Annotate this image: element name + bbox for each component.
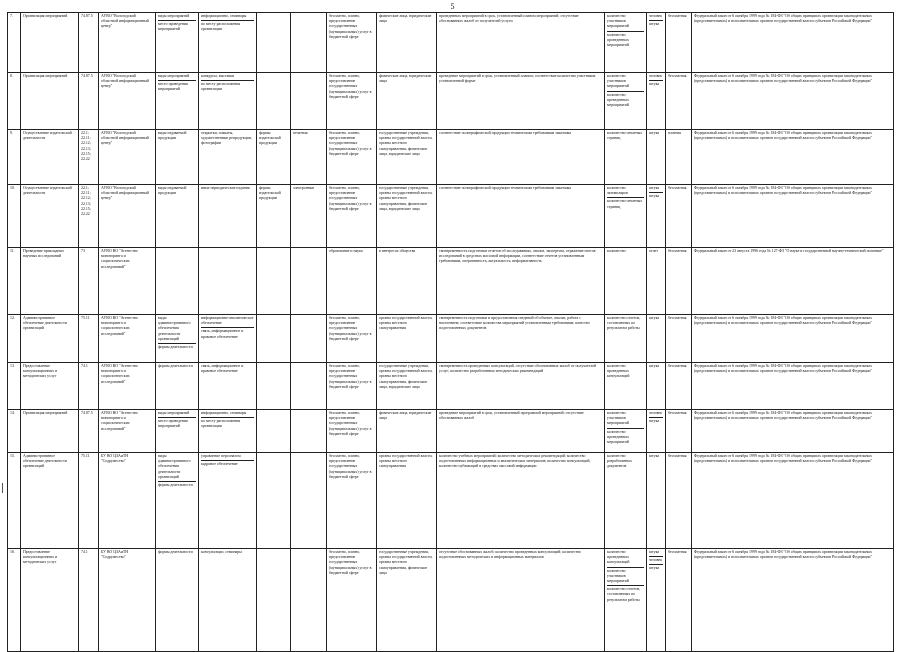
consumer-category-cell: физические лица, юридические лица: [377, 13, 437, 73]
legal-basis-cell: Федеральный закон от 6 октября 1999 года № 184-ФЗ "Об общих принципах организации законодательных (представительных) и исполнительных органов государственной власти субъектов Российской Федерации": [692, 315, 894, 363]
unit-cell-item: штука: [649, 364, 660, 368]
ways-cell: [199, 363, 257, 410]
volume-indicator-cell-item: количество проведенных мероприятий: [607, 92, 629, 108]
conditions-value-cell: [291, 248, 327, 315]
unit-cell: [647, 363, 666, 410]
volume-indicator-cell-item: количество: [607, 249, 626, 253]
ways-cell-item: консультации, семинары: [201, 550, 242, 554]
okved-code-cell: 74.87.5: [79, 73, 99, 130]
content-cell-item: формы деятельности: [158, 345, 193, 350]
ways-cell-item: информационно, семинары: [201, 411, 254, 418]
payment-cell: бесплатная: [666, 363, 692, 410]
content-cell-item: формы деятельности: [158, 550, 193, 554]
payment-cell: платная: [666, 130, 692, 185]
volume-indicator-cell-item: количество отчетов, составленных по результатам работы: [607, 587, 641, 602]
institution-cell: БУ ВО ЦЗАиТН "Содружество": [99, 453, 156, 549]
unit-cell-item: человек: [649, 411, 663, 418]
table-row: [8, 453, 894, 549]
volume-indicator-cell-item: количество участников мероприятий: [607, 569, 644, 587]
volume-indicator-cell-item: количество проведенных мероприятий: [607, 429, 629, 445]
volume-indicator-cell: [605, 410, 647, 453]
conditions-cell: формы издательской продукции: [257, 185, 291, 248]
ways-cell-item: [201, 249, 254, 250]
form-cell: бесплатно, платно, предоставление государственных (муниципальных) услуг в бюджетной сфере: [327, 453, 377, 549]
institution-cell: БУ ВО ЦЗАиТН "Содружество": [99, 549, 156, 652]
volume-indicator-cell-item: количество печатных страниц: [607, 131, 643, 141]
ways-cell-item: информационно-аналитическое обеспечение: [201, 316, 254, 328]
content-cell: [156, 73, 199, 130]
quality-indicators-cell: проведение мероприятий в срок, установленный планом; соответствие количества участников установленной форме: [437, 73, 605, 130]
ways-cell-item: по месту расположения организации: [201, 22, 241, 32]
conditions-value-cell: [291, 315, 327, 363]
row-number-cell: 7.: [8, 13, 21, 73]
service-register-table: [7, 12, 894, 652]
form-cell: бесплатно, платно, предоставление государственных (муниципальных) услуг в бюджетной сфере: [327, 185, 377, 248]
unit-cell-item: отчет: [649, 249, 658, 253]
consumer-category-cell: государственные учреждения, органы государственной власти, органы местного самоуправления, физические лица: [377, 549, 437, 652]
unit-cell-item: штука: [649, 454, 660, 458]
ways-cell-item: информационно, семинары: [201, 14, 254, 21]
content-cell-item: виды административного обеспечения деятельности организаций: [158, 316, 196, 344]
service-name-cell: Осуществление издательской деятельности: [21, 185, 79, 248]
volume-indicator-cell-item: количество участников мероприятий: [607, 411, 644, 429]
row-number-cell: 16.: [8, 549, 21, 652]
payment-cell: бесплатная: [666, 453, 692, 549]
content-cell: [156, 410, 199, 453]
institution-cell: АУВО ВО "Агентство мониторинга и социологических исследований": [99, 410, 156, 453]
content-cell-item: виды издаваемой продукции: [158, 186, 187, 196]
unit-cell: [647, 453, 666, 549]
institution-cell: АУВО "Вологодский областной информационный центр": [99, 185, 156, 248]
conditions-value-cell: [291, 549, 327, 652]
content-cell-item: формы деятельности: [158, 364, 193, 368]
ways-cell-item: по месту расположения организации: [201, 419, 241, 429]
ways-cell: [199, 453, 257, 549]
legal-basis-cell: Федеральный закон от 6 октября 1999 года № 184-ФЗ "Об общих принципах организации законодательных (представительных) и исполнительных органов государственной власти субъектов Российской Федерации": [692, 453, 894, 549]
consumer-category-cell: государственные учреждения, органы государственной власти, органы местного самоуправления, физические лица, юридические лица: [377, 185, 437, 248]
content-cell-item: формы деятельности: [158, 483, 193, 488]
ways-cell: [199, 410, 257, 453]
row-number-cell: 9.: [8, 130, 21, 185]
conditions-cell: [257, 363, 291, 410]
volume-indicator-cell-item: количество участников мероприятий: [607, 74, 644, 92]
form-cell: бесплатно, платно, предоставление государственных (муниципальных) услуг в бюджетной сфере: [327, 73, 377, 130]
content-cell-item: [158, 249, 196, 250]
row-number-cell: 14.: [8, 410, 21, 453]
okved-code-cell: 75.11: [79, 453, 99, 549]
unit-cell-item: человек: [649, 558, 663, 565]
ways-cell-item: кадровое обеспечение: [201, 462, 238, 467]
table-row: [8, 315, 894, 363]
ways-cell: [199, 549, 257, 652]
institution-cell: АУВО ВО "Агентство мониторинга и социологических исследований": [99, 315, 156, 363]
table-row: [8, 248, 894, 315]
volume-indicator-cell: [605, 315, 647, 363]
okved-code-cell: 22.1; 22.11; 22.12; 22.13; 22.15; 22.22: [79, 130, 99, 185]
ways-cell: [199, 315, 257, 363]
unit-cell: [647, 185, 666, 248]
content-cell-item: место проведения мероприятий: [158, 82, 188, 92]
form-cell: бесплатно, платно, предоставление государственных (муниципальных) услуг в бюджетной сфере: [327, 13, 377, 73]
consumer-category-cell: государственные учреждения, органы государственной власти, органы местного самоуправления, физические лица, юридические лица: [377, 363, 437, 410]
service-name-cell: Организация мероприятий: [21, 410, 79, 453]
service-name-cell: Проведение прикладных научных исследований: [21, 248, 79, 315]
unit-cell-item: штука: [649, 566, 660, 571]
conditions-value-cell: [291, 410, 327, 453]
institution-cell: АУВО ВО "Агентство мониторинга и социологических исследований": [99, 363, 156, 410]
row-number-cell: 10.: [8, 185, 21, 248]
volume-indicator-cell-item: количество проведенных мероприятий: [607, 32, 629, 48]
legal-basis-cell: Федеральный закон от 6 октября 1999 года № 184-ФЗ "Об общих принципах организации законодательных (представительных) и исполнительных органов государственной власти субъектов Российской Федерации": [692, 363, 894, 410]
quality-indicators-cell: проведение мероприятий в срок, установленный программой мероприятий; отсутствие обоснованных жалоб: [437, 410, 605, 453]
service-name-cell: Административное обеспечение деятельности организаций: [21, 453, 79, 549]
content-cell: [156, 130, 199, 185]
content-cell: [156, 453, 199, 549]
unit-cell-item: штука: [649, 316, 660, 320]
service-name-cell: Организация мероприятий: [21, 13, 79, 73]
unit-cell: [647, 248, 666, 315]
payment-cell: бесплатная: [666, 410, 692, 453]
unit-cell-item: человек: [649, 14, 663, 21]
content-cell: [156, 363, 199, 410]
binding-mark: [2, 483, 3, 493]
unit-cell-item: штука: [649, 82, 660, 87]
conditions-cell: формы издательской продукции: [257, 130, 291, 185]
row-number-cell: 11.: [8, 248, 21, 315]
content-cell-item: виды мероприятий: [158, 14, 196, 21]
conditions-cell: [257, 410, 291, 453]
legal-basis-cell: Федеральный закон от 6 октября 1999 года № 184-ФЗ "Об общих принципах организации законодательных (представительных) и исполнительных органов государственной власти субъектов Российской Федерации": [692, 130, 894, 185]
table-row: [8, 73, 894, 130]
content-cell-item: виды мероприятий: [158, 411, 196, 418]
row-number-cell: 13.: [8, 363, 21, 410]
ways-cell-item: открытки, плакаты, художественные репродукции, фотографии: [201, 131, 252, 146]
table-row: [8, 549, 894, 652]
institution-cell: АУВО "Вологодский областной информационный центр": [99, 13, 156, 73]
ways-cell: [199, 185, 257, 248]
legal-basis-cell: Федеральный закон от 6 октября 1999 года № 184-ФЗ "Об общих принципах организации законодательных (представительных) и исполнительных органов государственной власти субъектов Российской Федерации": [692, 549, 894, 652]
unit-cell: [647, 130, 666, 185]
conditions-cell: [257, 248, 291, 315]
form-cell: бесплатно, платно, предоставление государственных (муниципальных) услуг в бюджетной сфере: [327, 130, 377, 185]
content-cell: [156, 248, 199, 315]
service-name-cell: Предоставление консультационных и методических услуг: [21, 549, 79, 652]
content-cell-item: виды мероприятий: [158, 74, 196, 81]
payment-cell: бесплатная: [666, 315, 692, 363]
volume-indicator-cell-item: количество проведенных консультаций: [607, 364, 630, 379]
volume-indicator-cell: [605, 130, 647, 185]
row-number-cell: 8.: [8, 73, 21, 130]
consumer-category-cell: государственные учреждения, органы государственной власти, органы местного самоуправления, физические лица, юридические лица: [377, 130, 437, 185]
okved-code-cell: 74.1: [79, 363, 99, 410]
unit-cell-item: человек: [649, 74, 663, 81]
quality-indicators-cell: своевременность подготовки отчетов об исследованиях, анализ, экспертиза, отражение итогов исследований в средствах массовой информации, соответствие отчетов установленным требованиям, оперативность, актуальность, информативность: [437, 248, 605, 315]
conditions-value-cell: [291, 13, 327, 73]
service-name-cell: Организация мероприятий: [21, 73, 79, 130]
volume-indicator-cell: [605, 549, 647, 652]
ways-cell-item: иные периодические издания: [201, 186, 250, 190]
okved-code-cell: 74.87.5: [79, 410, 99, 453]
row-number-cell: 12.: [8, 315, 21, 363]
unit-cell: [647, 315, 666, 363]
quality-indicators-cell: своевременность подготовки и предоставления сведений об объекте, анализ, работа с населением; соответствие количества мероприятий установленным требованиям; качество подготовленных документов: [437, 315, 605, 363]
okved-code-cell: 22.1; 22.11; 22.12; 22.13; 22.15; 22.22: [79, 185, 99, 248]
ways-cell: [199, 73, 257, 130]
row-number-cell: 15.: [8, 453, 21, 549]
quality-indicators-cell: проведенных мероприятий в срок, установленный планом мероприятий; отсутствие обоснованных жалоб от получателей услуги: [437, 13, 605, 73]
okved-code-cell: 75.11: [79, 315, 99, 363]
volume-indicator-cell-item: количество экземпляров: [607, 186, 644, 198]
unit-cell-item: штука: [649, 22, 660, 27]
volume-indicator-cell-item: количество печатных страниц: [607, 199, 643, 209]
table-row: [8, 130, 894, 185]
quality-indicators-cell: соответствие полиграфической продукции техническим требованиям заказчика: [437, 185, 605, 248]
ways-cell: [199, 130, 257, 185]
volume-indicator-cell-item: количество участников мероприятий: [607, 14, 644, 32]
unit-cell-item: штука: [649, 194, 660, 199]
unit-cell: [647, 13, 666, 73]
table-row: [8, 13, 894, 73]
consumer-category-cell: органы государственной власти, органы местного самоуправления: [377, 453, 437, 549]
ways-cell-item: конкурсы, выставки: [201, 74, 254, 81]
content-cell: [156, 13, 199, 73]
consumer-category-cell: физические лица, юридические лица: [377, 410, 437, 453]
ways-cell: [199, 13, 257, 73]
legal-basis-cell: Федеральный закон от 6 октября 1999 года № 184-ФЗ "Об общих принципах организации законодательных (представительных) и исполнительных органов государственной власти субъектов Российской Федерации": [692, 13, 894, 73]
volume-indicator-cell: [605, 185, 647, 248]
content-cell: [156, 185, 199, 248]
quality-indicators-cell: своевременность проведенных консультаций, отсутствие обоснованных жалоб от получателей услуг; количество разработанных методических рекомендаций: [437, 363, 605, 410]
service-name-cell: Административное обеспечение деятельности организаций: [21, 315, 79, 363]
content-cell-item: виды административного обеспечения деятельности организаций: [158, 454, 196, 482]
legal-basis-cell: Федеральный закон от 23 августа 1996 года № 127-ФЗ "О науке и государственной научно-технической политике": [692, 248, 894, 315]
ways-cell-item: связь, информационное и правовое обеспечение: [201, 364, 244, 374]
legal-basis-cell: Федеральный закон от 6 октября 1999 года № 184-ФЗ "Об общих принципах организации законодательных (представительных) и исполнительных органов государственной власти субъектов Российской Федерации": [692, 410, 894, 453]
conditions-cell: [257, 13, 291, 73]
table-row: [8, 410, 894, 453]
payment-cell: бесплатная: [666, 13, 692, 73]
content-cell-item: место проведения мероприятий: [158, 22, 188, 32]
quality-indicators-cell: соответствие полиграфической продукции техническим требованиям заказчика: [437, 130, 605, 185]
consumer-category-cell: в интересах общества: [377, 248, 437, 315]
volume-indicator-cell: [605, 363, 647, 410]
ways-cell: [199, 248, 257, 315]
consumer-category-cell: органы государственной власти, органы местного самоуправления: [377, 315, 437, 363]
volume-indicator-cell: [605, 248, 647, 315]
form-cell: бесплатно, платно, предоставление государственных (муниципальных) услуг в бюджетной сфере: [327, 363, 377, 410]
payment-cell: бесплатная: [666, 73, 692, 130]
institution-cell: АУВО "Вологодский областной информационный центр": [99, 73, 156, 130]
payment-cell: бесплатная: [666, 185, 692, 248]
unit-cell-item: штука: [649, 131, 660, 135]
legal-basis-cell: Федеральный закон от 6 октября 1999 года № 184-ФЗ "Об общих принципах организации законодательных (представительных) и исполнительных органов государственной власти субъектов Российской Федерации": [692, 73, 894, 130]
page-number: 5: [450, 2, 455, 11]
form-cell: бесплатно, платно, предоставление государственных (муниципальных) услуг в бюджетной сфере: [327, 315, 377, 363]
form-cell: образование и наука: [327, 248, 377, 315]
consumer-category-cell: физические лица, юридические лица: [377, 73, 437, 130]
payment-cell: бесплатная: [666, 549, 692, 652]
institution-cell: АУВО ВО "Агентство мониторинга и социологических исследований": [99, 248, 156, 315]
unit-cell: [647, 410, 666, 453]
okved-code-cell: 74.1: [79, 549, 99, 652]
service-name-cell: Предоставление консультационных и методических услуг: [21, 363, 79, 410]
conditions-cell: [257, 315, 291, 363]
service-name-cell: Осуществление издательской деятельности: [21, 130, 79, 185]
volume-indicator-cell: [605, 73, 647, 130]
ways-cell-item: по месту расположения организации: [201, 82, 241, 92]
quality-indicators-cell: количество учебных мероприятий; количество методических рекомендаций; количество подготовленных информационных и аналитических материалов; количество консультаций; количество публикаций в средствах массовой информации: [437, 453, 605, 549]
unit-cell: [647, 549, 666, 652]
form-cell: бесплатно, платно, предоставление государственных (муниципальных) услуг в бюджетной сфере: [327, 549, 377, 652]
conditions-value-cell: [291, 363, 327, 410]
table-row: [8, 363, 894, 410]
ways-cell-item: управление персоналом: [201, 454, 254, 461]
institution-cell: АУВО "Вологодский областной информационный центр": [99, 130, 156, 185]
volume-indicator-cell-item: количество проведенных консультаций: [607, 550, 644, 568]
conditions-cell: [257, 549, 291, 652]
conditions-value-cell: печатная: [291, 130, 327, 185]
okved-code-cell: 73: [79, 248, 99, 315]
content-cell: [156, 315, 199, 363]
conditions-value-cell: [291, 73, 327, 130]
legal-basis-cell: Федеральный закон от 6 октября 1999 года № 184-ФЗ "Об общих принципах организации законодательных (представительных) и исполнительных органов государственной власти субъектов Российской Федерации": [692, 185, 894, 248]
volume-indicator-cell: [605, 453, 647, 549]
conditions-value-cell: [291, 453, 327, 549]
unit-cell-item: штука: [649, 550, 663, 557]
volume-indicator-cell-item: количество отчетов, составленных по результатам работы: [607, 316, 641, 331]
unit-cell-item: штука: [649, 186, 663, 193]
volume-indicator-cell: [605, 13, 647, 73]
conditions-cell: [257, 453, 291, 549]
payment-cell: бесплатная: [666, 248, 692, 315]
content-cell-item: виды издаваемой продукции: [158, 131, 187, 141]
conditions-cell: [257, 73, 291, 130]
conditions-value-cell: электронные: [291, 185, 327, 248]
unit-cell: [647, 73, 666, 130]
table-row: [8, 185, 894, 248]
quality-indicators-cell: отсутствие обоснованных жалоб; количество проведенных консультаций; количество подготовленных методических и информационных материалов: [437, 549, 605, 652]
volume-indicator-cell-item: количество разработанных документов: [607, 454, 632, 469]
form-cell: бесплатно, платно, предоставление государственных (муниципальных) услуг в бюджетной сфере: [327, 410, 377, 453]
content-cell-item: место проведения мероприятий: [158, 419, 188, 429]
unit-cell-item: штука: [649, 419, 660, 424]
content-cell: [156, 549, 199, 652]
ways-cell-item: связь, информационное и правовое обеспечение: [201, 329, 244, 339]
okved-code-cell: 74.87.5: [79, 13, 99, 73]
